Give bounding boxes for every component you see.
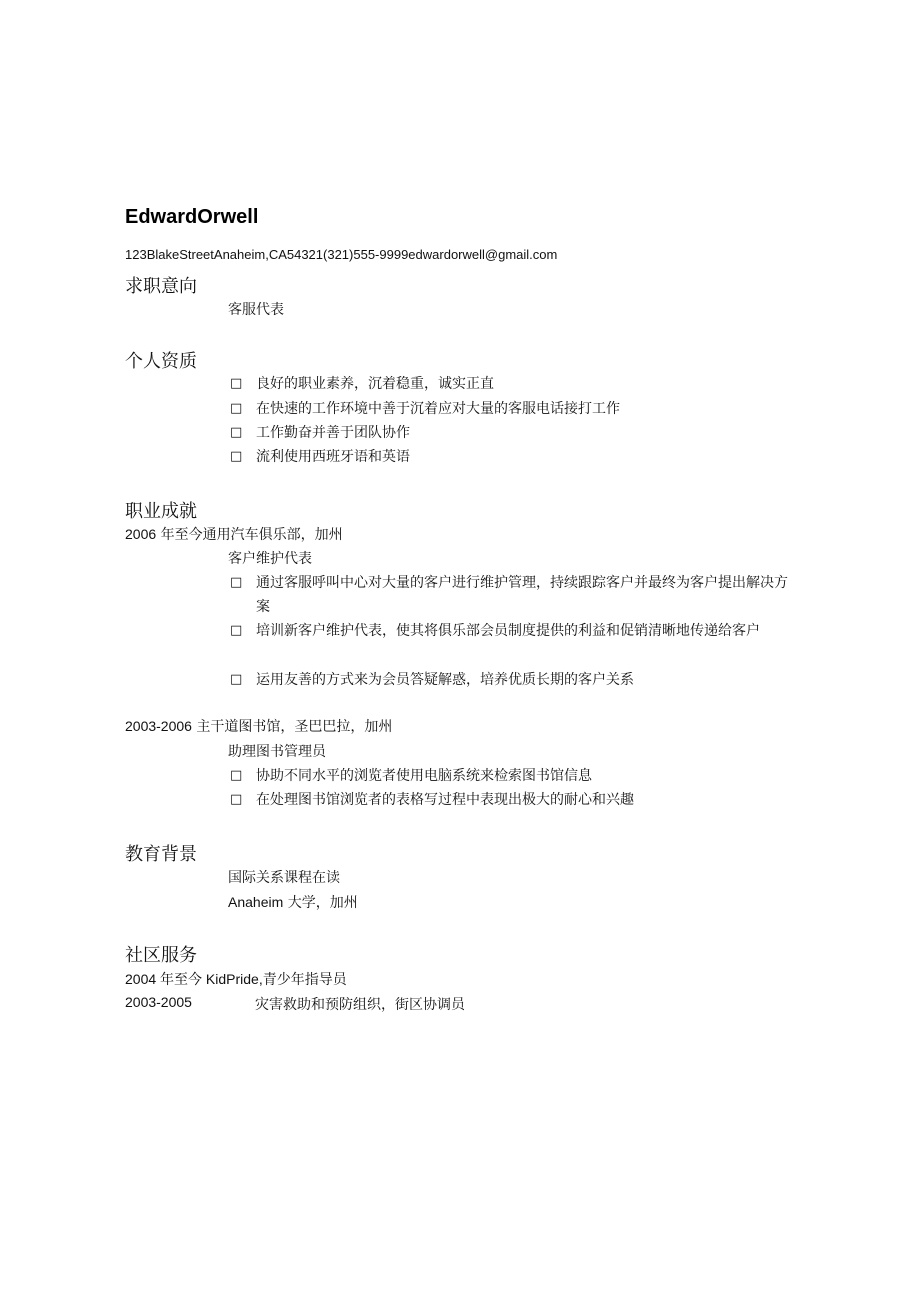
- job-role: 客户维护代表: [228, 551, 312, 567]
- checkbox-bullet-icon: □: [230, 401, 243, 416]
- qualification-item: [230, 445, 800, 469]
- checkbox-bullet-icon: □: [230, 792, 243, 807]
- checkbox-bullet-icon: □: [230, 449, 243, 464]
- job-bullet-text: 在处理图书馆浏览者的表格写过程中表现出极大的耐心和兴趣: [256, 792, 634, 808]
- qualification-text: 在快速的工作环境中善于沉着应对大量的客服电话接打工作: [256, 401, 620, 417]
- checkbox-bullet-icon: □: [230, 623, 243, 638]
- checkbox-bullet-icon: □: [230, 425, 243, 440]
- education-school-name: Anaheim: [228, 894, 284, 910]
- checkbox-bullet-icon: □: [230, 575, 243, 590]
- job-bullet-text: 协助不同水平的浏览者使用电脑系统来检索图书馆信息: [256, 768, 592, 784]
- job-bullet-text: 运用友善的方式来为会员答疑解惑，培养优质长期的客户关系: [256, 672, 634, 688]
- job-bullet: [230, 619, 800, 643]
- education-program: 国际关系课程在读: [228, 870, 340, 886]
- qualification-item: [230, 421, 800, 445]
- achievements-heading: 职业成就: [125, 501, 197, 522]
- qualifications-heading: 个人资质: [125, 351, 197, 372]
- community-heading: 社区服务: [125, 945, 197, 966]
- contact-line: 123BlakeStreetAnaheim,CA54321(321)555-9999edwardorwell@gmail.com: [125, 247, 558, 262]
- job-bullet: [230, 764, 800, 788]
- qualification-text: 良好的职业素养，沉着稳重，诚实正直: [256, 376, 494, 392]
- job-period-start: 2006: [125, 526, 157, 542]
- qualification-item: [230, 397, 800, 421]
- job-role: 助理图书管理员: [228, 744, 326, 760]
- qualification-item: [230, 372, 800, 396]
- qualification-text: 工作勤奋并善于团队协作: [256, 425, 410, 441]
- community-entry: 2004 年至今 KidPride,青少年指导员: [125, 971, 347, 987]
- job-bullet: [230, 571, 800, 619]
- job-period-organization: 主干道图书馆，圣巴巴拉，加州: [191, 719, 393, 735]
- job-bullet: [230, 668, 800, 692]
- education-school-location: 大学，加州: [283, 895, 358, 911]
- education-heading: 教育背景: [125, 844, 197, 865]
- checkbox-bullet-icon: □: [230, 376, 243, 391]
- qualification-text: 流利使用西班牙语和英语: [256, 449, 410, 465]
- job-period: [125, 716, 392, 736]
- job-period: [125, 524, 343, 544]
- job-bullet-text: 通过客服呼叫中心对大量的客户进行维护管理，持续跟踪客户并最终为客户提出解决方案: [256, 575, 788, 615]
- checkbox-bullet-icon: □: [230, 768, 243, 783]
- job-period-organization: 年至今通用汽车俱乐部，加州: [156, 527, 343, 543]
- job-period-start: 2003-2006: [125, 718, 192, 734]
- objective-position: 客服代表: [228, 302, 284, 318]
- candidate-name: EdwardOrwell: [125, 206, 259, 228]
- job-bullet: [230, 788, 800, 812]
- community-date: 2003-2005: [125, 994, 192, 1010]
- objective-heading: 求职意向: [125, 276, 197, 297]
- education-school: [228, 892, 358, 912]
- checkbox-bullet-icon: □: [230, 672, 243, 687]
- community-role: 灾害救助和预防组织，街区协调员: [255, 997, 465, 1013]
- job-bullet-text: 培训新客户维护代表，使其将俱乐部会员制度提供的利益和促销清晰地传递给客户: [256, 623, 760, 639]
